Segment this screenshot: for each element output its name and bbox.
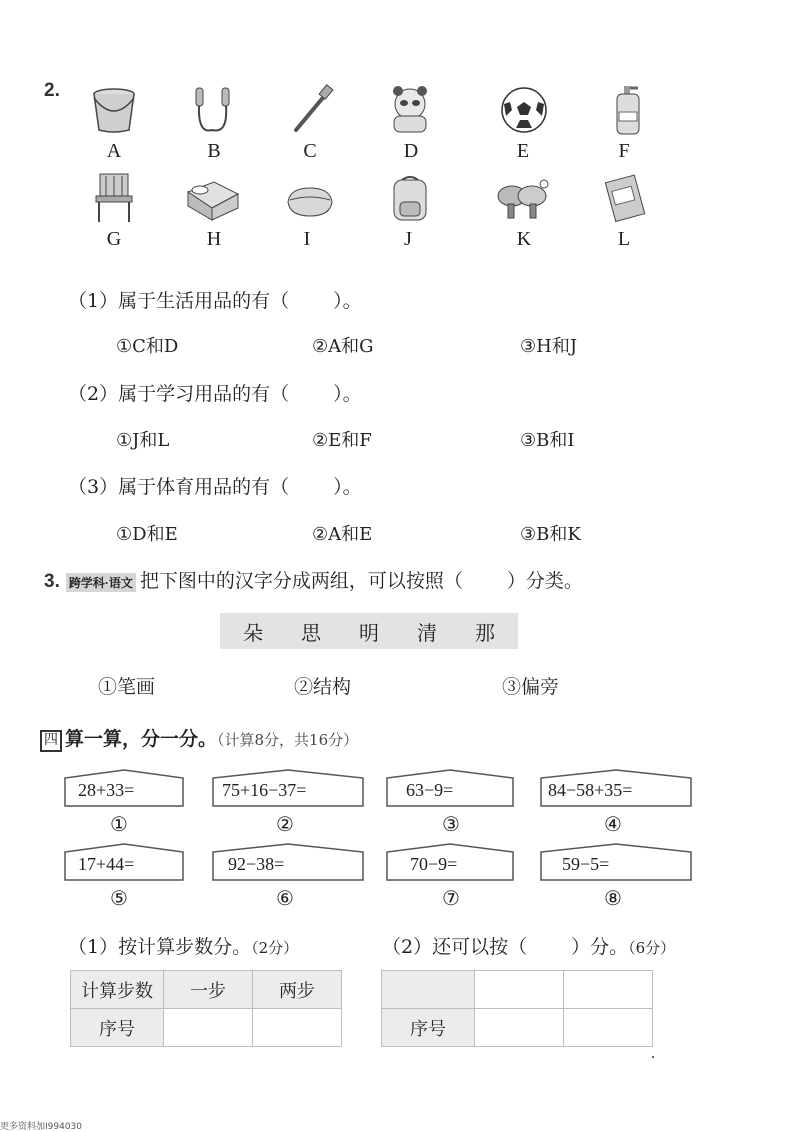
picture-label-l: L	[617, 228, 631, 250]
character: 思	[301, 620, 321, 645]
soap-bottle-icon	[598, 84, 658, 136]
q2-sub1-option-1[interactable]: ①C和D	[116, 336, 179, 357]
q2-sub3-option-1[interactable]: ①D和E	[116, 524, 178, 545]
section-title: 算一算，分一分。	[65, 728, 218, 750]
q2-sub3-prompt: （3）属于体育用品的有（ ）。	[68, 476, 362, 498]
q3-option-1[interactable]: ①笔画	[98, 676, 156, 698]
footer-text: 更多资料加I994030	[0, 1122, 83, 1132]
equation-4: 84−58+35=	[548, 780, 633, 800]
equation-number-6: ⑥	[276, 886, 294, 910]
picture-label-g: G	[106, 228, 122, 250]
character: 那	[475, 620, 495, 645]
cross-subject-badge: 跨学科·语文	[66, 573, 136, 592]
equation-number-7: ⑦	[442, 886, 460, 910]
equation-7: 70−9=	[410, 854, 458, 874]
answer-cell[interactable]	[382, 971, 475, 1009]
q2-sub2-option-2[interactable]: ②E和F	[312, 430, 372, 451]
equation-6: 92−38=	[228, 854, 285, 874]
q4-sub2-prompt: （2）还可以按（ ）分。（6分）	[382, 936, 676, 958]
table-header-cell: 一步	[164, 971, 253, 1009]
custom-category-table	[381, 970, 653, 1047]
equation-number-2: ②	[276, 812, 294, 836]
picture-label-k: K	[516, 228, 532, 250]
chair-icon	[84, 172, 144, 224]
character: 明	[359, 620, 379, 645]
table-header-cell: 计算步数	[71, 971, 164, 1009]
equation-5: 17+44=	[78, 854, 135, 874]
q2-sub3-option-3[interactable]: ③B和K	[520, 524, 581, 545]
q3-prompt: 3. 跨学科·语文 把下图中的汉字分成两组，可以按照（ ）分类。	[44, 570, 583, 592]
jump-rope-icon	[184, 84, 244, 136]
q2-sub2-option-1[interactable]: ①J和L	[116, 430, 170, 451]
answer-cell[interactable]	[253, 1009, 342, 1047]
ping-pong-paddles-icon	[492, 172, 552, 224]
picture-label-i: I	[303, 228, 311, 250]
table-row-label: 序号	[382, 1009, 475, 1047]
picture-label-e: E	[516, 140, 530, 162]
equation-number-5: ⑤	[110, 886, 128, 910]
question-3-number: 3.	[44, 571, 60, 592]
soccer-ball-icon	[494, 84, 554, 136]
q2-sub1-option-3[interactable]: ③H和J	[520, 336, 578, 357]
picture-label-f: F	[618, 140, 630, 162]
table-row-label: 序号	[71, 1009, 164, 1047]
toothbrush-icon	[282, 84, 342, 136]
equation-2: 75+16−37=	[222, 780, 307, 800]
dot-mark	[652, 1056, 654, 1058]
panda-backpack-icon	[380, 84, 440, 136]
answer-cell[interactable]	[475, 1009, 564, 1047]
picture-label-d: D	[403, 140, 419, 162]
picture-label-a: A	[106, 140, 122, 162]
step-count-table	[70, 970, 342, 1047]
section-number-badge: 四	[40, 730, 62, 752]
equation-8: 59−5=	[562, 854, 610, 874]
table-header-cell: 两步	[253, 971, 342, 1009]
q2-sub1-prompt: （1）属于生活用品的有（ ）。	[68, 290, 362, 312]
equation-1: 28+33=	[78, 780, 135, 800]
answer-cell[interactable]	[475, 971, 564, 1009]
section-score-note: （计算8分，共16分）	[217, 731, 359, 749]
pencil-case-icon	[280, 172, 340, 224]
q2-sub1-option-2[interactable]: ②A和G	[312, 336, 374, 357]
picture-label-h: H	[206, 228, 222, 250]
equation-3: 63−9=	[406, 780, 454, 800]
answer-cell[interactable]	[564, 971, 653, 1009]
picture-label-j: J	[404, 228, 412, 250]
character: 清	[417, 620, 437, 645]
picture-label-c: C	[303, 140, 317, 162]
q3-option-3[interactable]: ③偏旁	[502, 676, 560, 698]
question-2-number: 2.	[44, 80, 60, 101]
q3-option-2[interactable]: ②结构	[294, 676, 352, 698]
schoolbag-icon	[380, 172, 440, 224]
picture-label-b: B	[207, 140, 221, 162]
character-box	[220, 613, 518, 649]
equation-number-4: ④	[604, 812, 622, 836]
equation-number-3: ③	[442, 812, 460, 836]
section-4-heading	[40, 724, 358, 752]
bed-icon	[182, 172, 242, 224]
equation-number-1: ①	[110, 812, 128, 836]
equation-number-8: ⑧	[604, 886, 622, 910]
q2-sub3-option-2[interactable]: ②A和E	[312, 524, 373, 545]
bucket-icon	[84, 84, 144, 136]
q2-sub2-option-3[interactable]: ③B和I	[520, 430, 575, 451]
q2-sub2-prompt: （2）属于学习用品的有（ ）。	[68, 383, 362, 405]
q4-sub1-prompt: （1）按计算步数分。（2分）	[68, 936, 299, 958]
book-icon	[596, 172, 656, 224]
answer-cell[interactable]	[564, 1009, 653, 1047]
character: 朵	[243, 620, 263, 645]
answer-cell[interactable]	[164, 1009, 253, 1047]
